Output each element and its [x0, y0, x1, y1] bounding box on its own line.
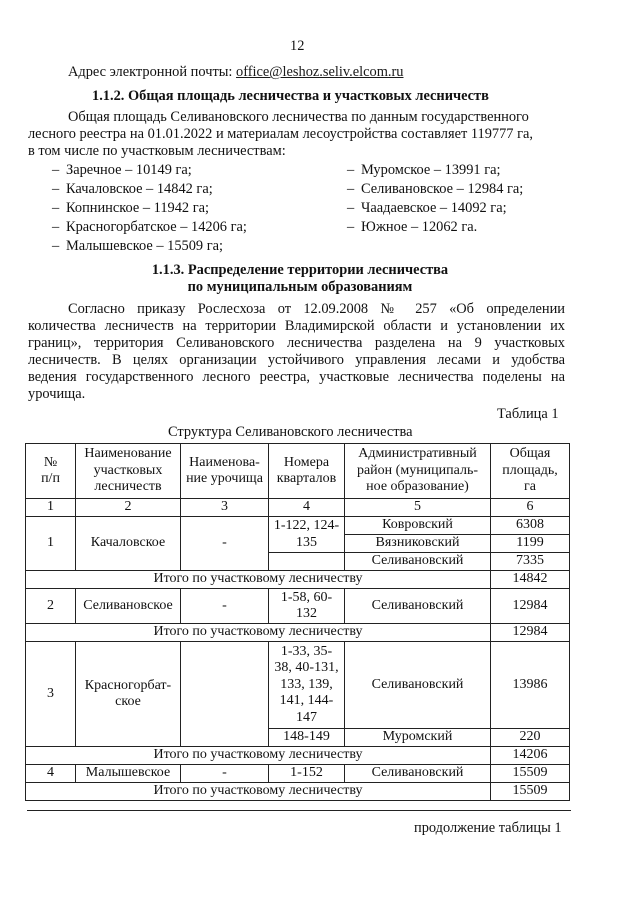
district: Ковровский: [345, 517, 491, 535]
table-row: [26, 589, 570, 624]
subtotal-label: Итого по участковому лесничеству: [26, 783, 491, 801]
table-row: [26, 765, 570, 783]
area: 7335: [491, 553, 570, 571]
header-district: Административный район (муниципаль- ное образование): [345, 444, 491, 499]
page-number: 12: [290, 38, 305, 54]
district: Селивановский: [345, 553, 491, 571]
header-tract-name: Наименова- ние урочища: [181, 444, 269, 499]
order-paragraph-line-3: границ», территория Селивановского лесничества разделена на 9 участковых: [28, 335, 565, 351]
list-item: – Малышевское – 15509 га;: [52, 238, 223, 254]
quarters: [269, 553, 345, 571]
area: 13986: [491, 642, 570, 729]
area-paragraph-line-1: Общая площадь Селивановского лесничества по данным государственного: [68, 109, 529, 125]
header-num: № п/п: [26, 444, 76, 499]
district: Селивановский: [345, 589, 491, 624]
order-paragraph-line-5: ведения государственного лесного реестра, участковые лесничества поделены на: [28, 369, 565, 385]
order-paragraph-line-6: урочища.: [28, 386, 86, 402]
forestry-name: Селивановское: [76, 589, 181, 624]
col-number: 3: [181, 499, 269, 517]
subtotal-row: [26, 624, 570, 642]
area: 12984: [491, 589, 570, 624]
list-item: – Качаловское – 14842 га;: [52, 181, 213, 197]
col-number: 5: [345, 499, 491, 517]
table-label: Таблица 1: [497, 406, 559, 422]
quarters: 1-33, 35- 38, 40-131, 133, 139, 141, 144- 147: [269, 642, 345, 729]
subtotal-row: [26, 571, 570, 589]
table-row: [26, 642, 570, 729]
subtotal-value: 14206: [491, 747, 570, 765]
order-paragraph-line-2: количества лесничеств на территории Владимирской области и установлении их: [28, 318, 565, 334]
list-item: – Копнинское – 11942 га;: [52, 200, 210, 216]
district: Селивановский: [345, 642, 491, 729]
col-number: 2: [76, 499, 181, 517]
header-quarters: Номера кварталов: [269, 444, 345, 499]
area-paragraph-line-2: лесного реестра на 01.01.2022 и материалам лесоустройства составляет 119777 га,: [28, 126, 533, 142]
forestry-name: Малышевское: [76, 765, 181, 783]
order-paragraph-line-1: Согласно приказу Рослесхоза от 12.09.2008 № 257 «Об определении: [68, 301, 565, 317]
table-row: [26, 517, 570, 535]
list-item: – Южное – 12062 га.: [347, 219, 478, 235]
row-num: 4: [26, 765, 76, 783]
subtotal-value: 14842: [491, 571, 570, 589]
quarters: 1-58, 60- 132: [269, 589, 345, 624]
subtotal-label: Итого по участковому лесничеству: [26, 747, 491, 765]
quarters: 1-122, 124- 135: [269, 517, 345, 553]
col-number: 1: [26, 499, 76, 517]
subtotal-row: [26, 747, 570, 765]
tract-name: [181, 642, 269, 747]
district: Селивановский: [345, 765, 491, 783]
row-num: 3: [26, 642, 76, 747]
quarters: 148-149: [269, 729, 345, 747]
tract-name: -: [181, 765, 269, 783]
list-item: – Муромское – 13991 га;: [347, 162, 501, 178]
district: Муромский: [345, 729, 491, 747]
table-continuation-label: продолжение таблицы 1: [414, 820, 562, 836]
section-heading-112: 1.1.2. Общая площадь лесничества и участковых лесничеств: [92, 88, 489, 104]
subtotal-label: Итого по участковому лесничеству: [26, 571, 491, 589]
subtotal-label: Итого по участковому лесничеству: [26, 624, 491, 642]
row-num: 1: [26, 517, 76, 571]
area: 220: [491, 729, 570, 747]
area: 1199: [491, 535, 570, 553]
list-item: – Красногорбатское – 14206 га;: [52, 219, 247, 235]
order-paragraph-line-4: лесничеств. В целях организации устойчивого управления лесами и удобства: [28, 352, 565, 368]
forestry-name: Качаловское: [76, 517, 181, 571]
tract-name: -: [181, 589, 269, 624]
row-num: 2: [26, 589, 76, 624]
area-paragraph-line-3: в том числе по участковым лесничествам:: [28, 143, 286, 159]
header-forestry-name: Наименование участковых лесничеств: [76, 444, 181, 499]
tract-name: -: [181, 517, 269, 571]
subtotal-row: [26, 783, 570, 801]
email-link[interactable]: office@leshoz.seliv.elcom.ru: [236, 64, 404, 80]
col-number: 6: [491, 499, 570, 517]
col-number: 4: [269, 499, 345, 517]
subtotal-value: 15509: [491, 783, 570, 801]
table-header-row: [26, 444, 570, 499]
email-label: Адрес электронной почты:: [68, 64, 236, 80]
list-item: – Селивановское – 12984 га;: [347, 181, 524, 197]
section-heading-113-line-1: 1.1.3. Распределение территории лесничества: [151, 262, 449, 278]
email-line: [68, 64, 404, 81]
section-heading-113-line-2: по муниципальным образованиям: [187, 279, 413, 295]
table-title: Структура Селивановского лесничества: [168, 424, 413, 440]
header-area: Общая площадь, га: [491, 444, 570, 499]
list-item: – Чаадаевское – 14092 га;: [347, 200, 507, 216]
forestry-name: Красногорбат- ское: [76, 642, 181, 747]
subtotal-value: 12984: [491, 624, 570, 642]
quarters: 1-152: [269, 765, 345, 783]
district: Вязниковский: [345, 535, 491, 553]
area: 15509: [491, 765, 570, 783]
column-number-row: [26, 499, 570, 517]
area: 6308: [491, 517, 570, 535]
footer-divider: [27, 810, 571, 811]
forestry-structure-table: [25, 443, 570, 801]
list-item: – Заречное – 10149 га;: [52, 162, 192, 178]
